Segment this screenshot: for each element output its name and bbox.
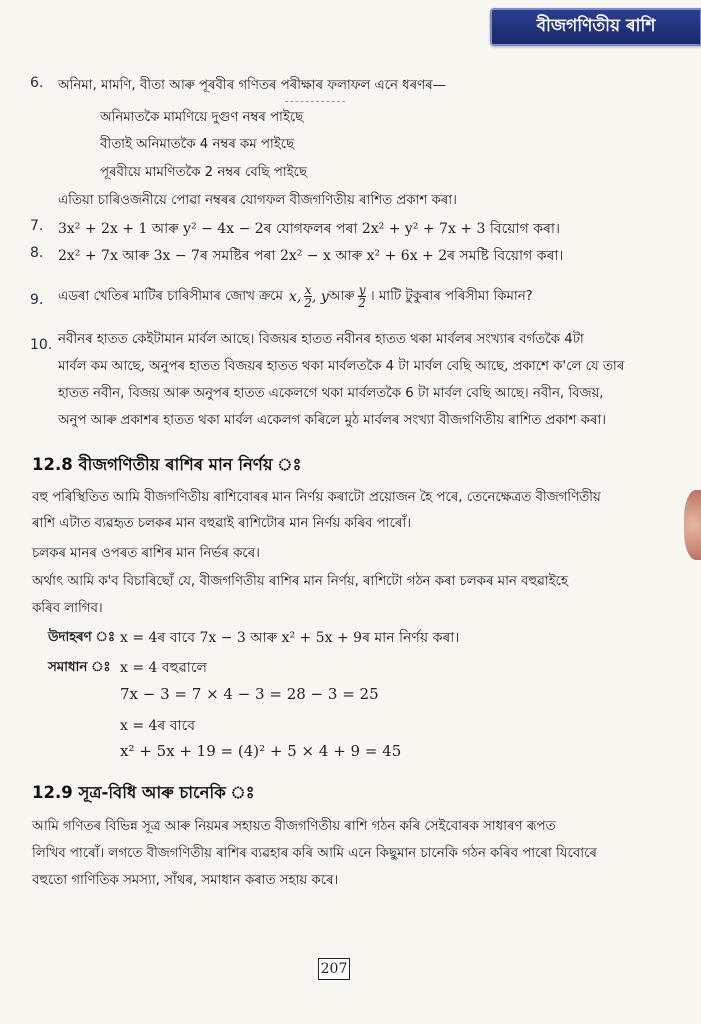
s128-para1-line1: বহু পৰিস্থিতিত আমি বীজগণিতীয় ৰাশিবোৰৰ মান নিৰ্ণয় কৰাটো প্ৰয়োজন হৈ পৰে, তেনেক্ষেত্ৰত বীজগণিতীয় — [32, 490, 601, 505]
q9-fraction-y-over-2 — [358, 284, 366, 309]
q9-number: 9. — [30, 292, 44, 308]
s128-para3-line1: অৰ্থাৎ আমি ক'ব বিচাৰিছোঁ যে, বীজগণিতীয় ৰাশিৰ মান নিৰ্ণয়, ৰাশিটো গঠন কৰা চলকৰ মান বহুৱাইহে — [32, 574, 568, 589]
q6-intro: অনিমা, মামণি, বীতা আৰু পূৰবীৰ গণিতৰ পৰীক্ষাৰ ফলাফল এনে ধৰণৰ— — [58, 78, 446, 93]
q9-y: , y — [311, 288, 329, 305]
section-12-9-title: 12.9 সূত্ৰ-বিধি আৰু চানেকি ঃ — [32, 783, 255, 802]
s128-para1-line2: ৰাশি এটাত ব্যৱহৃত চলকৰ মান বহুৱাই ৰাশিটোৰ মান নিৰ্ণয় কৰিব পাৰোঁ। — [32, 516, 411, 531]
q9-text — [58, 284, 533, 309]
s129-para-line2: লিখিব পাৰোঁ। লগতে বীজগণিতীয় ৰাশিৰ ব্যৱহাৰ কৰি আমি এনে কিছুমান চানেকি গঠন কৰিব পাৰো যিবোৰে — [32, 846, 597, 861]
q10-line2: মাৰ্বল কম আছে, অনুপৰ হাতত বিজয়ৰ হাতত থকা মাৰ্বলতকৈ 4 টা মাৰ্বল বেছি আছে, প্ৰকাশে ক'লে যে তাৰ — [58, 359, 625, 374]
s128-para2: চলকৰ মানৰ ওপৰত ৰাশিৰ মান নিৰ্ভৰ কৰে। — [32, 546, 260, 561]
s128-para3-line2: কৰিব লাগিব। — [32, 601, 103, 616]
example-label: উদাহৰণ ঃ — [48, 630, 115, 645]
q6-number: 6. — [30, 75, 44, 91]
q9-and: আৰু — [328, 288, 355, 304]
q6-ask: এতিয়া চাৰিওজনীয়ে পোৱা নম্বৰৰ যোগফল বীজগণিতীয় ৰাশিত প্ৰকাশ কৰা। — [58, 193, 457, 208]
q6-line2: বীতাই অনিমাতকৈ 4 নম্বৰ কম পাইছে — [100, 137, 295, 152]
q7-number: 7. — [30, 218, 44, 234]
solution-line4: x² + 5x + 19 = (4)² + 5 × 4 + 9 = 45 — [120, 742, 402, 760]
q9-x: x, — [288, 288, 302, 305]
q10-line4: অনুপ আৰু প্ৰকাশৰ হাতত থকা মাৰ্বল একেলগ কৰিলে মুঠ মাৰ্বলৰ সংখ্যা বীজগণিতীয় ৰাশিত প্ৰকাশ কৰা। — [58, 413, 607, 428]
q8-text: 2x² + 7x আৰু 3x − 7ৰ সমষ্টিৰ পৰা 2x² − x আৰু x² + 6x + 2ৰ সমষ্টি বিয়োগ কৰা। — [58, 248, 564, 264]
page-number-box — [318, 958, 350, 980]
q9-frac2-den: 2 — [358, 296, 366, 310]
q10-line1: নবীনৰ হাতত কেইটামান মাৰ্বল আছে। বিজয়ৰ হাতত নবীনৰ হাতত থকা মাৰ্বলৰ সংখ্যাৰ বৰ্গতকৈ 4টা — [58, 332, 584, 347]
q10-number: 10. — [30, 337, 53, 353]
q7-text: 3x² + 2x + 1 আৰু y² − 4x − 2ৰ যোগফলৰ পৰা 2x² + y² + 7x + 3 বিয়োগ কৰা। — [58, 221, 560, 237]
q9-fraction-x-over-2 — [304, 284, 312, 309]
q8-number: 8. — [30, 245, 44, 261]
chapter-title: বীজগণিতীয় ৰাশি — [536, 16, 656, 36]
s129-para-line3: বহুতো গাণিতিক সমস্যা, সাঁথৰ, সমাধান কৰাত সহায় কৰে। — [32, 873, 339, 888]
q9-pre: এডৰা খেতিৰ মাটিৰ চাৰিসীমাৰ জোখ ক্ৰমে — [58, 288, 283, 304]
q6-line1: অনিমাতকৈ মামণিয়ে দুগুণ নম্বৰ পাইছে — [100, 110, 304, 125]
q6-line3: পূৰবীয়ে মামণিতকৈ 2 নম্বৰ বেছি পাইছে — [100, 165, 307, 180]
chapter-header-tab — [490, 8, 701, 46]
q9-frac1-den: 2 — [304, 296, 312, 310]
solution-line3: x = 4ৰ বাবে — [120, 718, 196, 734]
q10-line3: হাতত নবীন, বিজয় আৰু অনুপৰ হাতত একেলগে থকা মাৰ্বলতকৈ 6 টা মাৰ্বল বেছি আছে। নবীন, বিজয়, — [58, 386, 604, 401]
solution-line1: x = 4 বহুৱালে — [120, 660, 207, 676]
section-12-8-title: 12.8 বীজগণিতীয় ৰাশিৰ মান নিৰ্ণয় ঃ — [32, 455, 302, 474]
s129-para-line1: আমি গণিতৰ বিভিন্ন সূত্ৰ আৰু নিয়মৰ সহায়ত বীজগণিতীয় ৰাশি গঠন কৰি সেইবোৰক সাধাৰণ ৰূপত — [32, 819, 556, 834]
q9-post: । মাটি টুকুৰাৰ পৰিসীমা কিমান? — [369, 288, 533, 304]
solution-label: সমাধান ঃ — [48, 660, 111, 675]
solution-line2: 7x − 3 = 7 × 4 − 3 = 28 − 3 = 25 — [120, 685, 379, 703]
example-text: x = 4ৰ বাবে 7x − 3 আৰু x² + 5x + 9ৰ মান নিৰ্ণয় কৰা। — [120, 630, 460, 646]
pencil-mark — [285, 101, 345, 102]
finger-in-frame — [684, 490, 701, 560]
q9-frac1-num: x — [304, 283, 312, 297]
page-number: 207 — [320, 961, 348, 977]
q9-frac2-num: y — [358, 283, 366, 297]
